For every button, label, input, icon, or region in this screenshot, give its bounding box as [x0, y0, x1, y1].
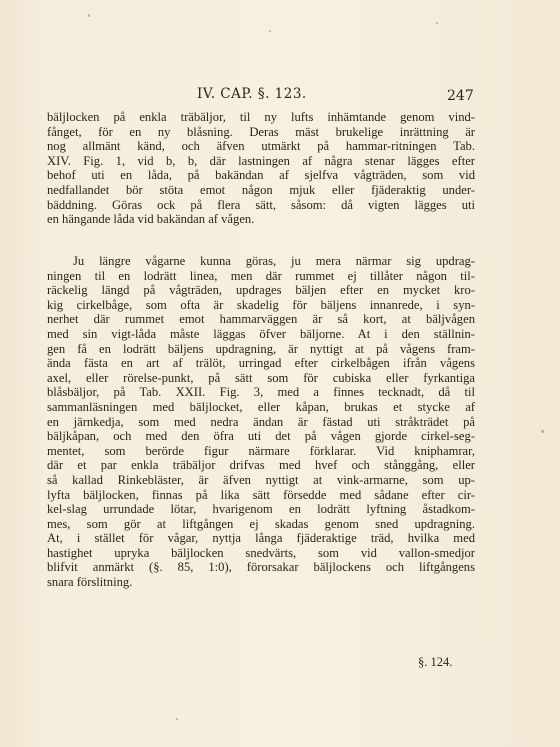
paragraph-1 — [47, 110, 475, 227]
chapter-heading: IV. CAP. §. 123. — [197, 86, 307, 102]
text-line: hastighet upryka bäljlocken snedvärts, som vid vallon-smedjor — [47, 545, 475, 560]
text-line: bäljlocken på enkla träbäljor, til ny lufts inhämtande genom vind- — [47, 110, 475, 124]
text-line: ningen til en lodrätt linea, men där rummet ej tillåter någon til- — [47, 268, 475, 283]
page-number: 247 — [447, 88, 474, 104]
text-line: lyfta bäljlocken, finnas på lika sätt försedde med sådane efter cir- — [47, 487, 475, 502]
text-line: blåsbäljor, på Tab. XXII. Fig. 3, med a finnes tecknadt, då til — [47, 385, 475, 400]
text-line: kel-slag urrundade lötar, hvarigenom en lodrätt lyftning åstadkom- — [47, 502, 475, 517]
page-header — [0, 86, 560, 106]
text-line: kig cirkelbåge, som ofta är skadelig för bäljens innanrede, i syn- — [47, 297, 475, 312]
text-line: blifvit anmärkt (§. 85, 1:0), förorsakar bäljlockens och liftgångens — [47, 560, 475, 575]
text-line: en hängande låda vid bakändan af vågen. — [47, 212, 255, 227]
text-line: snara förslitning. — [47, 575, 133, 590]
text-line: At, i stället för vågar, nyttja långa fjäderaktige träd, hvilka med — [47, 531, 475, 546]
paper-speck — [436, 22, 438, 24]
text-line: mes, som gör at liftgången ej skadas genom sned updragning. — [47, 516, 475, 531]
text-line: Ju längre vågarne kunna göras, ju mera närmar sig updrag- — [73, 254, 475, 268]
paper-speck — [88, 14, 90, 17]
paper-speck — [269, 30, 271, 32]
text-line: behof uti en låda, på bakändan af sjelfva vågträden, som vid — [47, 168, 475, 183]
text-line: mentet, som berörde figur närmare förklarar. Vid kniphamrar, — [47, 443, 475, 458]
text-line: fånget, för en ny blåsning. Deras mäst brukelige inrättning är — [47, 124, 475, 139]
text-line: nog allmänt känd, och äfven utmärkt på hammar-ritningen Tab. — [47, 139, 475, 154]
text-line: bäljkåpan, och med den öfra uti det på vågen gjorde cirkel-seg- — [47, 429, 475, 444]
text-line: axel, eller rörelse-punkt, på sätt som för cubiska eller fyrkantiga — [47, 370, 475, 385]
catchword: §. 124. — [418, 655, 453, 669]
text-line: räckelig längd på vågträden, updrages bäljen efter en mycket kro- — [47, 283, 475, 298]
text-line: gen få en lodrätt bäljens updragning, är nyttigt at på vågens fram- — [47, 341, 475, 356]
text-line: en järnkedja, som med nedra ändan är fästad uti stråkträdet på — [47, 414, 475, 429]
text-line: nerhet där rummet emot hammarväggen är så kort, at bäljvågen — [47, 312, 475, 327]
text-line: bäddning. Göras ock på flera sätt, såsom: då vigten lägges uti — [47, 197, 475, 212]
text-line: med sin vigt-låda måste läggas öfver bäljorne. At i den ställnin- — [47, 326, 475, 341]
text-line: nedfallandet bör stöta emot någon mjuk eller fjäderaktig under- — [47, 182, 475, 197]
paragraph-2 — [47, 254, 475, 590]
text-line: XIV. Fig. 1, vid b, b, där lastningen af några stenar lägges efter — [47, 153, 475, 168]
text-line: ända fästa en art af trälöt, urringad efter cirkelbågen ifrån vågens — [47, 356, 475, 371]
paper-speck — [541, 430, 544, 433]
text-line: där et par enkla träbäljor drifvas med hvef och stånggång, eller — [47, 458, 475, 473]
text-line: så kallad Rinkebläster, är äfven nyttigt at vink-armarne, som up- — [47, 472, 475, 487]
paper-speck — [176, 718, 178, 720]
text-line: sammanläsningen med bäljlocket, eller kåpan, brukas et stycke af — [47, 399, 475, 414]
